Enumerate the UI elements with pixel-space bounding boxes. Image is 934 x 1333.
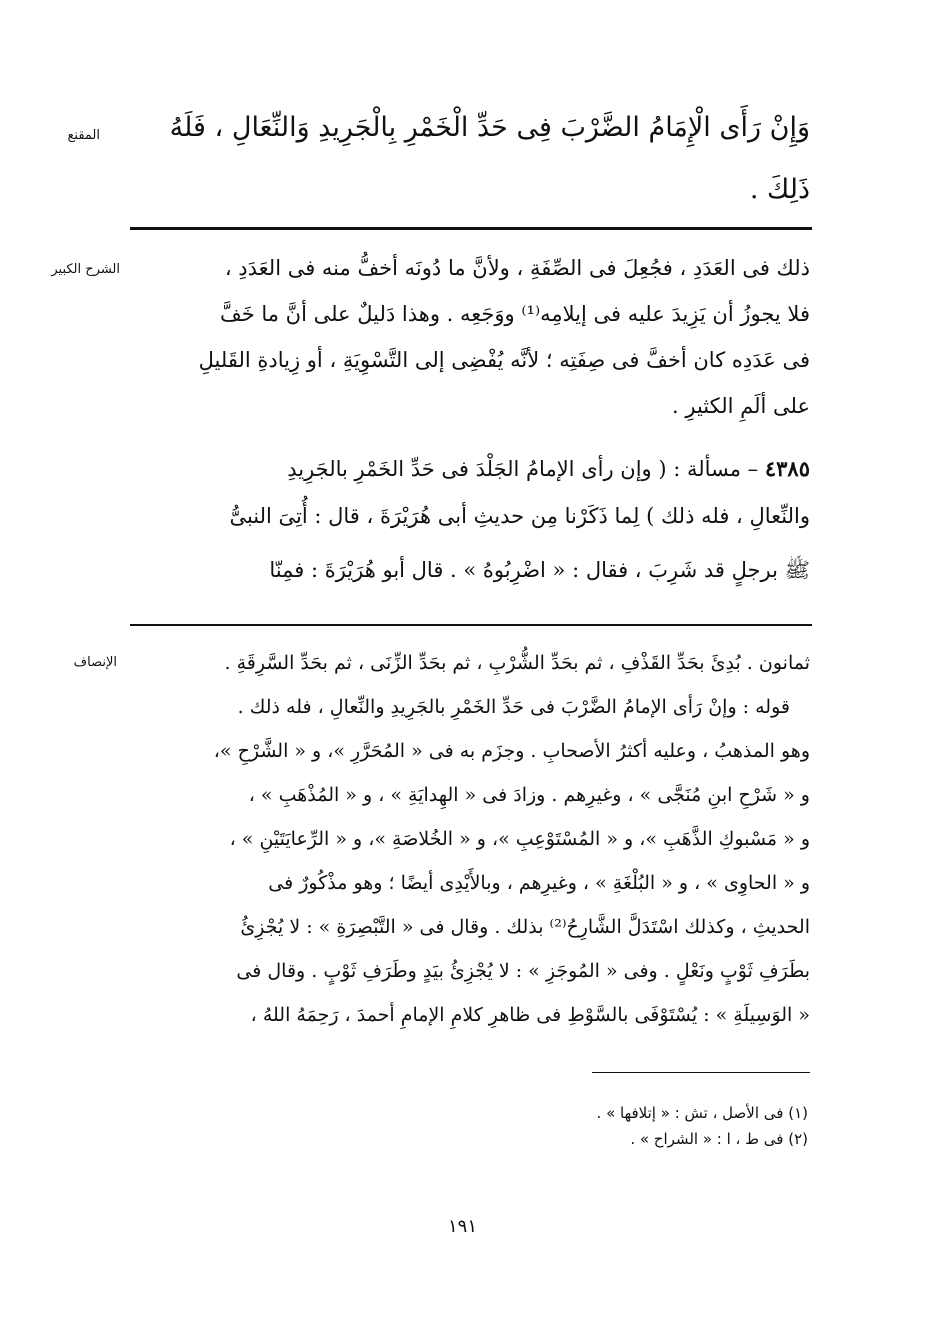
page-number: ١٩١ xyxy=(448,1216,478,1237)
footnote-divider xyxy=(592,1072,810,1073)
section-label-sharh: الشرح الكبير xyxy=(51,262,120,277)
masala-line: – مسألة : ( وإن رأى الإمامُ الجَلْدَ فى حَدِّ الخَمْرِ بالجَرِيدِ xyxy=(287,457,759,481)
muqni-line: وَإِنْ رَأَى الْإِمَامُ الضَّرْبَ فِى حَدِّ الْخَمْرِ بِالْجَرِيدِ وَالنِّعَالِ ، فَلَهُ xyxy=(169,112,810,143)
footnote: (١) فى الأصل ، تش : « إتلافها » . xyxy=(596,1104,808,1122)
insaf-line: الحديثِ ، وكذلك اسْتَدَلَّ الشَّارِحُ⁽²⁾ بذلك . وقال فى « التَّبْصِرَةِ » : لا يُجْزِئُ xyxy=(240,916,810,938)
insaf-line: ثمانون . بُدِئَ بحَدِّ القَذْفِ ، ثم بحَدِّ الشُّرْبِ ، ثم بحَدِّ الزِّنَى ، ثم بحَدِّ السَّرِقَةِ . xyxy=(224,652,810,674)
insaf-line: بطَرَفِ ثَوْبٍ ونَعْلٍ . وفى « المُوجَزِ » : لا يُجْزِئُ بيَدٍ وطَرَفِ ثَوْبٍ . وقال فى xyxy=(236,960,810,982)
insaf-text xyxy=(130,648,810,1068)
insaf-line: قوله : وإنْ رَأى الإمامُ الضَّرْبَ فى حَدِّ الخَمْرِ بالجَرِيدِ والنِّعالِ ، فله ذلك . xyxy=(237,696,790,718)
sharh-line: على ألَمِ الكثيرِ . xyxy=(672,394,810,418)
section-label-muqni: المقنع xyxy=(67,128,100,143)
footnotes xyxy=(430,1100,808,1160)
insaf-line: « الوَسِيلَةِ » : يُسْتَوْفَى بالسَّوْطِ فى ظاهرِ كلامِ الإمامِ أحمدَ ، رَحِمَهُ اللهُ ، xyxy=(250,1004,810,1026)
muqni-line: ذَلِكَ . xyxy=(749,174,810,205)
sharh-line: فى عَدَدِه كان أخفَّ فى صِفَتِه ؛ لأنَّه يُفْضِى إلى التَّسْوِيَةِ ، أو زِيادةِ القَليلِ xyxy=(198,348,810,372)
sharh-line: ذلك فى العَدَدِ ، فجُعِلَ فى الصِّفَةِ ، ولأنَّ ما دُونَه أخفُّ منه فى العَدَدِ ، xyxy=(224,256,810,280)
masala-line: ﷺ برجلٍ قد شَرِبَ ، فقال : « اضْرِبُوهُ » . قال أبو هُرَيْرَةَ : فمِنّا xyxy=(269,558,810,582)
masala-line: والنِّعالِ ، فله ذلك ) لِما ذَكَرْنا مِن حديثِ أبى هُرَيْرَةَ ، قال : أُتِىَ النبىُّ xyxy=(229,504,810,528)
sharh-line: فلا يجوزُ أن يَزِيدَ عليه فى إيلامِه⁽¹⁾ ووَجَعِه . وهذا دَليلٌ على أنَّ ما خَفَّ xyxy=(219,302,810,326)
section-divider xyxy=(130,227,812,230)
footnote: (٢) فى ط ، ا : « الشراح » . xyxy=(630,1130,808,1148)
section-divider xyxy=(130,624,812,626)
sharh-text xyxy=(130,252,810,612)
muqni-text xyxy=(130,108,810,218)
section-label-insaf: الإنصاف xyxy=(73,655,117,670)
insaf-line: و « مَسْبوكِ الذَّهَبِ »، و « المُسْتَوْعِبِ »، و « الخُلاصَةِ »، و « الرِّعايَتَيْنِ » ، xyxy=(229,828,810,850)
insaf-line: و « الحاوِى » ، و « البُلْغَةِ » ، وغيرِهم ، وبالأَيْدِى أيضًا ؛ وهو مذْكُورٌ فى xyxy=(268,872,810,894)
masala-number: ٤٣٨٥ xyxy=(764,456,810,481)
insaf-line: و « شَرْحِ ابنِ مُنَجَّى » ، وغيرِهم . وزادَ فى « الهِدايَةِ » ، و « المُذْهَبِ » ، xyxy=(248,784,810,806)
insaf-line: وهو المذهبُ ، وعليه أكثرُ الأصحابِ . وجزَم به فى « المُحَرَّرِ »، و « الشَّرْحِ »، xyxy=(213,740,810,762)
masala-heading xyxy=(287,458,810,480)
